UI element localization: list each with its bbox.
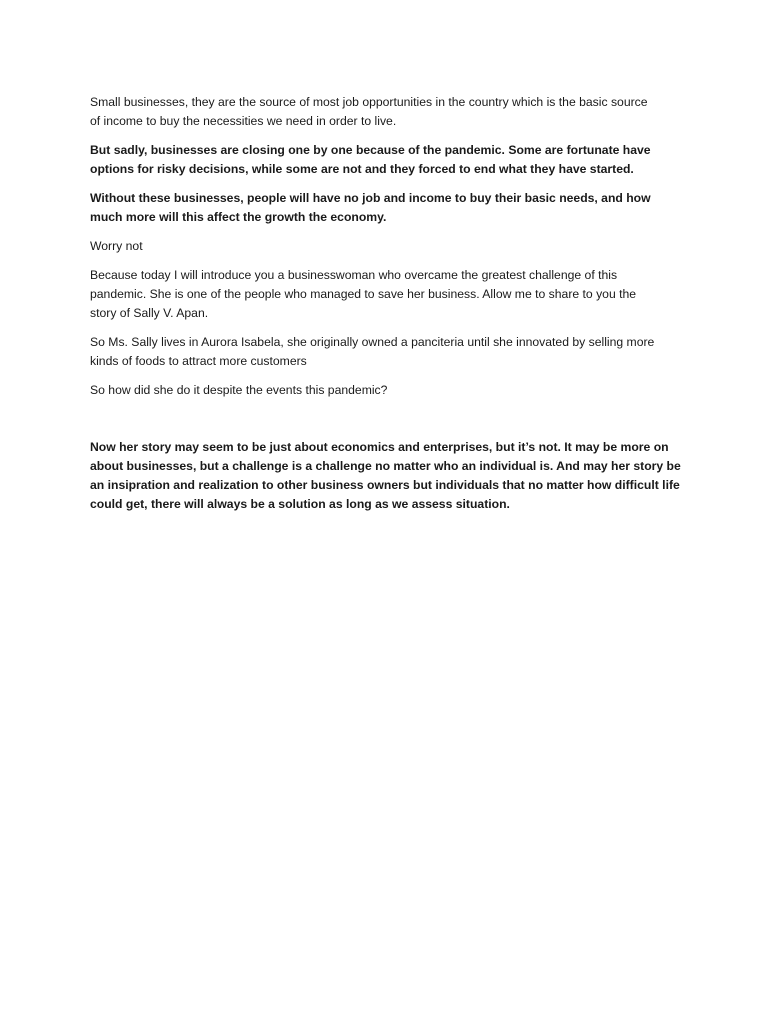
paragraph-line: story of Sally V. Apan.: [90, 306, 209, 320]
document-body: [90, 93, 690, 524]
blank-space: [90, 410, 690, 438]
paragraph-line: Worry not: [90, 239, 143, 253]
paragraph-line: Because today I will introduce you a businesswoman who overcame the greatest challenge of this: [90, 268, 618, 282]
paragraph-line: Small businesses, they are the source of most job opportunities in the country which is the basic source: [90, 95, 648, 109]
paragraph-line: Now her story may seem to be just about economics and enterprises, but it’s not. It may be more on: [90, 440, 669, 454]
paragraph-closing-businesses: [90, 141, 690, 179]
paragraph-without-businesses: [90, 189, 690, 227]
paragraph-worry-not: [90, 237, 690, 256]
paragraph-line: could get, there will always be a solution as long as we assess situation.: [90, 497, 510, 511]
paragraph-line: options for risky decisions, while some are not and they forced to end what they have started.: [90, 162, 634, 176]
paragraph-introduction: [90, 266, 690, 323]
paragraph-line: about businesses, but a challenge is a challenge no matter who an individual is. And may her story be: [90, 459, 681, 473]
paragraph-line: Without these businesses, people will have no job and income to buy their basic needs, and how: [90, 191, 651, 205]
paragraph-line: So Ms. Sally lives in Aurora Isabela, she originally owned a panciteria until she innovated by selling more: [90, 335, 655, 349]
paragraph-sally-background: [90, 333, 690, 371]
paragraph-line: kinds of foods to attract more customers: [90, 354, 307, 368]
paragraph-line: of income to buy the necessities we need in order to live.: [90, 114, 397, 128]
paragraph-question: [90, 381, 690, 400]
paragraph-conclusion: [90, 438, 690, 514]
paragraph-line: much more will this affect the growth the economy.: [90, 210, 387, 224]
paragraph-line: But sadly, businesses are closing one by one because of the pandemic. Some are fortunate have: [90, 143, 651, 157]
paragraph-line: So how did she do it despite the events this pandemic?: [90, 383, 388, 397]
paragraph-small-businesses: [90, 93, 690, 131]
paragraph-line: pandemic. She is one of the people who managed to save her business. Allow me to share to you the: [90, 287, 637, 301]
paragraph-line: an insipration and realization to other business owners but individuals that no matter how difficult life: [90, 478, 680, 492]
